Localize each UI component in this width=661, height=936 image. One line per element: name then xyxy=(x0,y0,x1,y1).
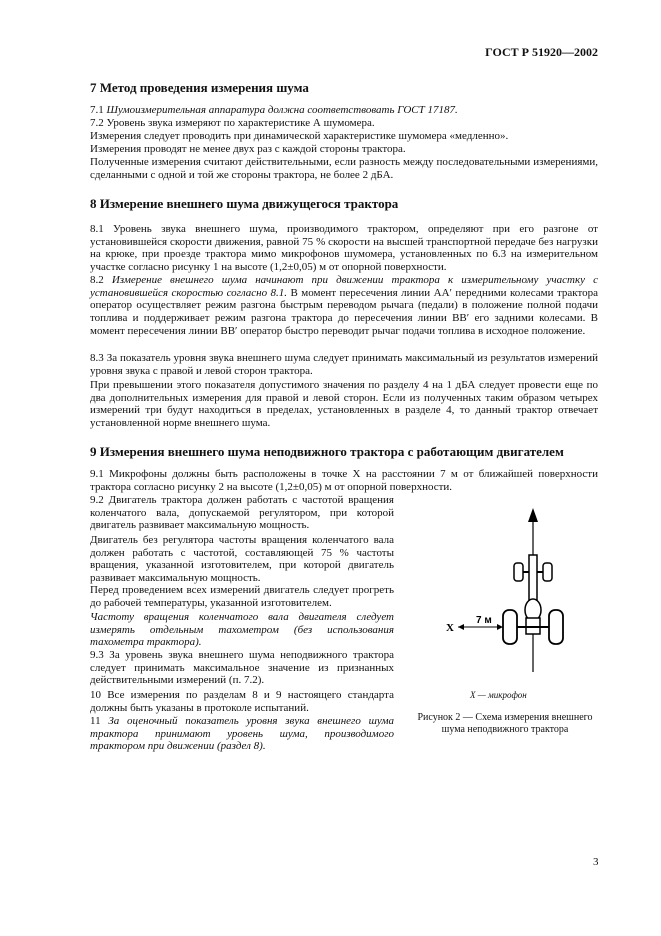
para-9-2-c: Перед проведением всех измерений двигатель следует прогреть до рабочей температуры, указанной изготовителем. xyxy=(90,584,394,609)
distance-label: 7 м xyxy=(476,615,492,626)
section-8-title: 8 Измерение внешнего шума движущегося трактора xyxy=(90,196,399,211)
para-9-2-b: Двигатель без регулятора частоты вращения коленчатого вала должен работать с частотой, составляющей 75 % частоты вращения, указанной изготовителем, при которой двигатель развивает максимальную мощность. xyxy=(90,534,394,585)
para-7-1 xyxy=(90,104,598,117)
para-11-num: 11 xyxy=(90,715,101,727)
para-8-4: При превышении этого показателя допустимого значения по разделу 4 на 1 дБА следует провести еще по два дополнительных измерения для правой и левой сторон. Если из полученных таким образом четырех измерений три будут находиться в пределах, установленных в разделе 4, то данный трактор отвечает установленной норме внешнего шума. xyxy=(90,379,598,430)
para-9-2: 9.2 Двигатель трактора должен работать с частотой вращения коленчатого вала, допускаемой регулятором, при которой двигатель развивает максимальную мощность. xyxy=(90,494,394,532)
para-7-1-num: 7.1 xyxy=(90,104,104,116)
para-8-3: 8.3 За показатель уровня звука внешнего шума следует принимать максимальный из результатов измерений уровня звука с правой и левой сторон трактора. xyxy=(90,352,598,377)
figure-2-diagram xyxy=(414,500,600,680)
para-7-2: 7.2 Уровень звука измеряют по характеристике А шумомера. xyxy=(90,117,375,129)
section-7-title: 7 Метод проведения измерения шума xyxy=(90,80,309,95)
microphone-x-label: X xyxy=(446,622,454,634)
para-11 xyxy=(90,715,394,753)
para-10: 10 Все измерения по разделам 8 и 9 настоящего стандарта должны быть указаны в протоколе испытаний. xyxy=(90,689,394,714)
page-number: 3 xyxy=(593,856,599,868)
para-8-2-rest: В момент пересечения линии АА′ передними колесами трактора оператор осуществляет режим разгона быстрым переводом рычага (педали) в положение полной подачи топлива и поддерживает режим разгона трактора до пересечения линии ВВ′ его задними колесами. В момент пересечения линии ВВ′ оператор быстро переводит рычаг подачи топлива в исходное положение. xyxy=(90,286,599,337)
section-9-title: 9 Измерения внешнего шума неподвижного трактора с работающим двигателем xyxy=(90,444,564,459)
para-7-4: Измерения проводят не менее двух раз с каждой стороны трактора. xyxy=(90,143,406,155)
para-8-2-italic: Измерение внешнего шума начинают при движении трактора к измерительному участку с установившейся скоростью согласно 8.1. xyxy=(90,274,599,299)
figure-x-caption: X — микрофон xyxy=(470,690,527,700)
para-8-2 xyxy=(90,274,598,338)
figure-2-caption: Рисунок 2 — Схема измерения внешнего шума неподвижного трактора xyxy=(417,712,593,735)
para-9-1: 9.1 Микрофоны должны быть расположены в точке X на расстоянии 7 м от ближайшей поверхности трактора согласно рисунку 2 на высоте (1,2±0,05) м от опорной поверхности. xyxy=(90,468,598,493)
document-header: ГОСТ Р 51920—2002 xyxy=(485,45,598,59)
para-7-5: Полученные измерения считают действительными, если разность между последовательными измерениями, сделанными с одной и той же стороны трактора, не более 2 дБА. xyxy=(90,156,598,181)
para-7-1-text: Шумоизмерительная аппаратура должна соответствовать ГОСТ 17187. xyxy=(106,104,458,116)
para-8-1: 8.1 Уровень звука внешнего шума, производимого трактором, определяют при его разгоне от установившейся скорости движения, равной 75 % скорости на высшей транспортной передаче без нагрузки на крюке, при проезде трактора мимо микрофонов шумомера, установленных по 6.3 на измерительном участке согласно рисунку 1 на высоте (1,2±0,05) м от опорной поверхности. xyxy=(90,223,598,274)
para-9-3: 9.3 За уровень звука внешнего шума неподвижного трактора следует принимать максимальное значение из признанных действительными измерений (п. 7.2). xyxy=(90,649,394,687)
para-7-3: Измерения следует проводить при динамической характеристике шумомера «медленно». xyxy=(90,130,509,142)
para-9-2-d: Частоту вращения коленчатого вала двигателя следует измерять отдельным тахометром (без использования тахометра трактора). xyxy=(90,611,394,649)
para-11-italic: За оценочный показатель уровня звука внешнего шума трактора принимают уровень шума, производимого трактором при движении (раздел 8). xyxy=(90,715,394,753)
para-8-2-num: 8.2 xyxy=(90,274,104,286)
